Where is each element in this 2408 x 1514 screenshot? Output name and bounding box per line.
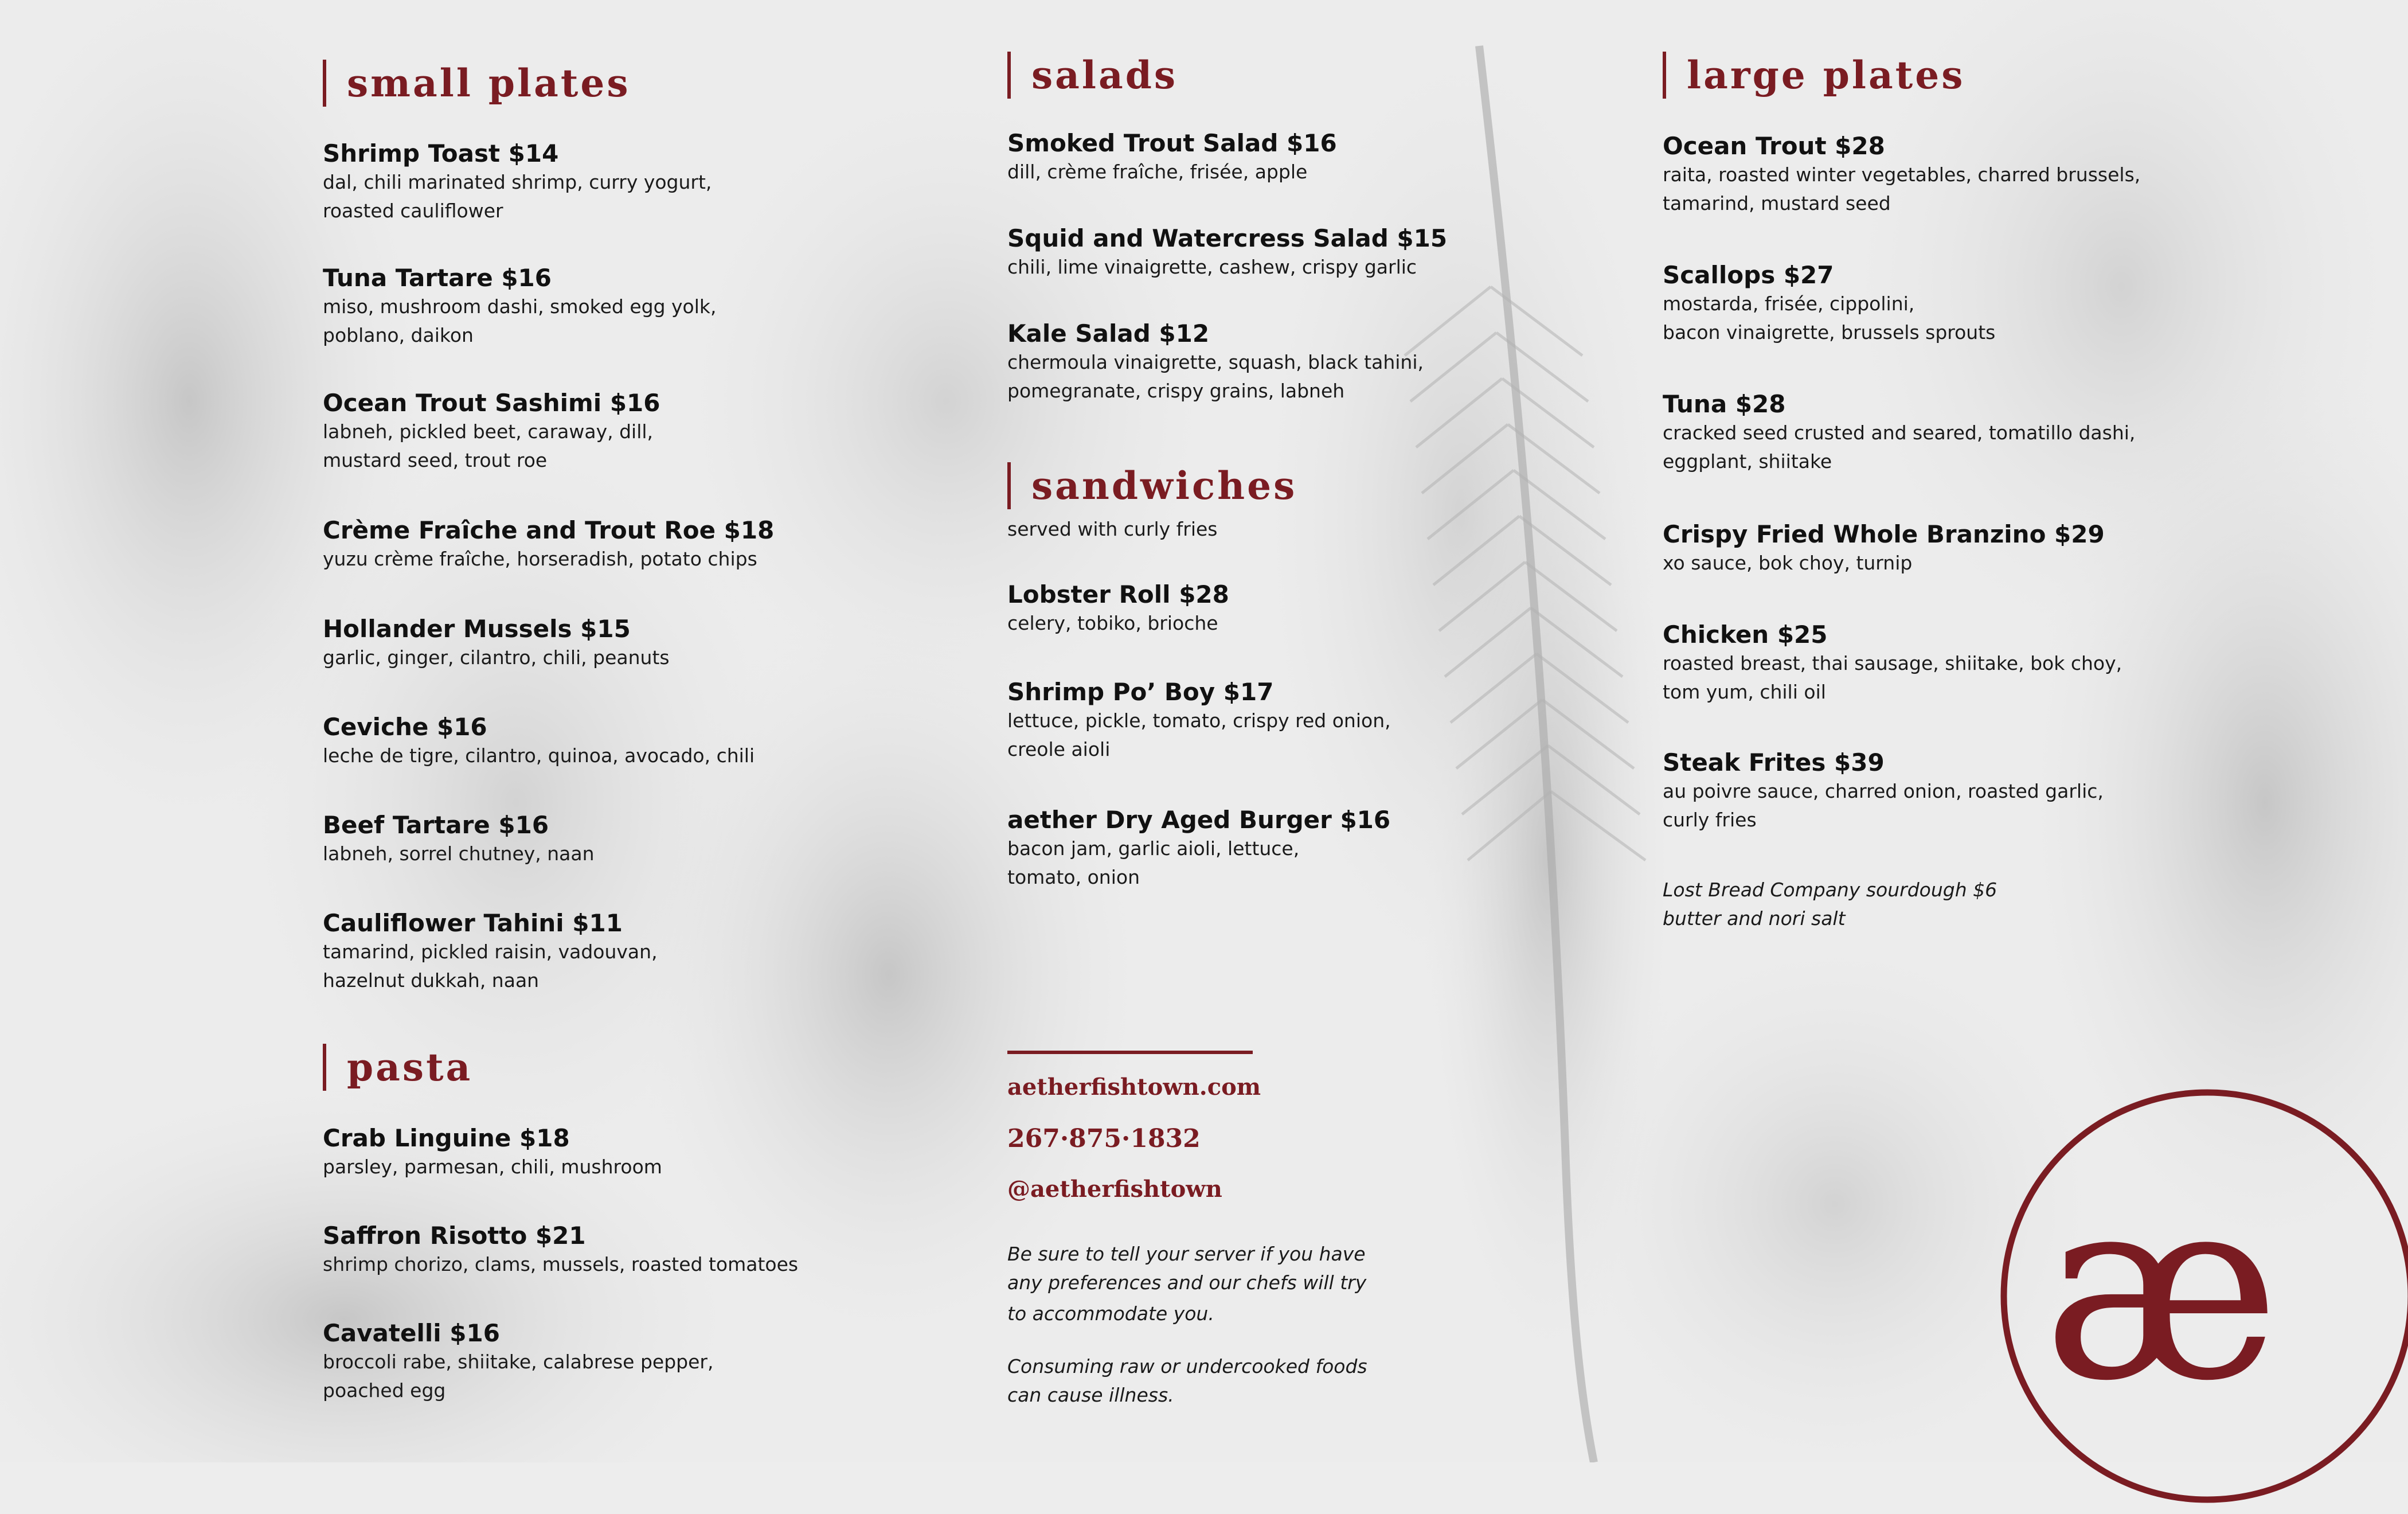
item-name: Crab Linguine $18 (323, 1124, 570, 1152)
menu-item (1007, 678, 1391, 764)
menu-item (323, 264, 717, 350)
item-desc: au poivre sauce, charred onion, roasted garlic, (1663, 780, 2104, 802)
item-desc: leche de tigre, cilantro, quinoa, avocado, chili (323, 744, 755, 767)
menu-item (323, 516, 774, 573)
section-title: pasta (347, 1045, 473, 1090)
section-bar (1007, 462, 1011, 509)
item-desc: xo sauce, bok choy, turnip (1663, 552, 1913, 574)
menu-item (1007, 129, 1337, 186)
item-desc: bacon vinaigrette, brussels sprouts (1663, 321, 1996, 344)
item-name: Squid and Watercress Salad $15 (1007, 224, 1448, 252)
item-desc: lettuce, pickle, tomato, crispy red onion, (1007, 709, 1391, 732)
item-desc: mustard seed, trout roe (323, 449, 548, 471)
logo-glyph: æ (2043, 1142, 2280, 1436)
item-desc: tamarind, mustard seed (1663, 192, 1891, 214)
item-desc: cracked seed crusted and seared, tomatillo dashi, (1663, 422, 2136, 444)
menu-item (323, 139, 712, 225)
note-line: any preferences and our chefs will try (1007, 1271, 1367, 1294)
item-name: Tuna Tartare $16 (323, 264, 552, 292)
item-name: Shrimp Toast $14 (323, 139, 559, 167)
section-header-pasta (323, 1044, 472, 1091)
item-desc: poached egg (323, 1379, 446, 1402)
item-name: Steak Frites $39 (1663, 748, 1885, 776)
item-desc: raita, roasted winter vegetables, charred brussels, (1663, 163, 2141, 186)
section-title: sandwiches (1031, 463, 1297, 508)
item-name: Lobster Roll $28 (1007, 580, 1229, 608)
item-desc: eggplant, shiitake (1663, 450, 1832, 473)
section-bar (1007, 52, 1011, 99)
item-desc: celery, tobiko, brioche (1007, 612, 1218, 634)
note-line: to accommodate you. (1007, 1302, 1214, 1325)
menu-item (1663, 261, 1995, 347)
item-desc: yuzu crème fraîche, horseradish, potato chips (323, 548, 757, 570)
section-header-salads (1007, 52, 1178, 99)
menu-item (1663, 520, 2105, 577)
bread-note (1663, 876, 1997, 933)
item-desc: dill, crème fraîche, frisée, apple (1007, 161, 1308, 183)
item-desc: tom yum, chili oil (1663, 681, 1826, 703)
menu-item (323, 1319, 713, 1405)
menu-item (1007, 806, 1390, 892)
item-desc: parsley, parmesan, chili, mushroom (323, 1156, 662, 1178)
section-header-sandwiches (1007, 462, 1297, 509)
aether-logo (1989, 1078, 2408, 1514)
section-header-large-plates (1663, 52, 1965, 99)
item-desc: pomegranate, crispy grains, labneh (1007, 380, 1345, 402)
item-desc: creole aioli (1007, 738, 1111, 760)
note-line: Consuming raw or undercooked foods (1007, 1355, 1367, 1378)
menu-item (323, 1124, 662, 1181)
item-name: Saffron Risotto $21 (323, 1222, 586, 1250)
item-name: Kale Salad $12 (1007, 319, 1210, 348)
item-name: Hollander Mussels $15 (323, 615, 631, 643)
item-desc: tamarind, pickled raisin, vadouvan, (323, 941, 658, 963)
menu-item (323, 909, 658, 995)
item-name: Beef Tartare $16 (323, 811, 549, 839)
menu-item (1663, 748, 2104, 834)
menu-item (1007, 319, 1424, 405)
item-name: Ocean Trout $28 (1663, 132, 1885, 160)
item-desc: roasted breast, thai sausage, shiitake, bok choy, (1663, 652, 2122, 674)
menu-item (323, 1222, 798, 1279)
item-desc: hazelnut dukkah, naan (323, 969, 540, 992)
item-desc: bacon jam, garlic aioli, lettuce, (1007, 837, 1300, 860)
item-name: Tuna $28 (1663, 390, 1786, 418)
item-name: Cauliflower Tahini $11 (323, 909, 623, 937)
item-name: Crème Fraîche and Trout Roe $18 (323, 516, 775, 544)
menu-item (323, 713, 755, 770)
menu-item (1007, 224, 1447, 282)
item-desc: dal, chili marinated shrimp, curry yogurt, (323, 171, 712, 193)
menu-item (1663, 132, 2140, 218)
item-desc: curly fries (1663, 809, 1757, 831)
section-title: salads (1031, 53, 1178, 97)
item-desc: mostarda, frisée, cippolini, (1663, 292, 1915, 315)
menu-item (1663, 390, 2135, 476)
menu-item (323, 811, 595, 868)
item-desc: shrimp chorizo, clams, mussels, roasted tomatoes (323, 1253, 799, 1275)
note-line: butter and nori salt (1663, 907, 1846, 930)
item-name: Crispy Fried Whole Branzino $29 (1663, 520, 2105, 548)
social-handle[interactable]: @aetherfishtown (1007, 1176, 1222, 1203)
item-desc: poblano, daikon (323, 324, 474, 346)
section-bar (323, 1044, 326, 1091)
note-line: Be sure to tell your server if you have (1007, 1243, 1366, 1265)
item-name: Ocean Trout Sashimi $16 (323, 389, 660, 417)
section-subtitle: served with curly fries (1007, 518, 1218, 540)
item-desc: tomato, onion (1007, 866, 1140, 888)
section-title: large plates (1687, 53, 1965, 97)
item-desc: roasted cauliflower (323, 200, 503, 222)
server-note (1007, 1240, 1366, 1328)
section-bar (323, 60, 326, 107)
item-name: Cavatelli $16 (323, 1319, 500, 1347)
item-name: Scallops $27 (1663, 261, 1834, 289)
menu-item (1663, 621, 2122, 707)
item-desc: labneh, sorrel chutney, naan (323, 842, 595, 865)
menu-item (323, 615, 670, 672)
note-line: Lost Bread Company sourdough $6 (1663, 879, 1997, 901)
item-name: Shrimp Po’ Boy $17 (1007, 678, 1274, 706)
item-desc: chili, lime vinaigrette, cashew, crispy garlic (1007, 256, 1417, 278)
item-name: Chicken $25 (1663, 621, 1828, 649)
item-name: Smoked Trout Salad $16 (1007, 129, 1337, 157)
raw-food-warning (1007, 1352, 1367, 1410)
item-name: aether Dry Aged Burger $16 (1007, 806, 1391, 834)
menu-item (1007, 580, 1229, 638)
note-line: can cause illness. (1007, 1384, 1174, 1406)
section-title: small plates (347, 61, 631, 106)
item-desc: miso, mushroom dashi, smoked egg yolk, (323, 295, 717, 318)
item-desc: broccoli rabe, shiitake, calabrese pepper, (323, 1351, 714, 1373)
phone-number[interactable]: 267·875·1832 (1007, 1124, 1201, 1153)
item-desc: chermoula vinaigrette, squash, black tahini, (1007, 351, 1424, 373)
section-header-small-plates (323, 60, 631, 107)
item-desc: labneh, pickled beet, caraway, dill, (323, 420, 654, 443)
contact-divider (1007, 1051, 1253, 1054)
section-bar (1663, 52, 1666, 99)
menu-item (323, 389, 660, 475)
website-link[interactable]: aetherfishtown.com (1007, 1074, 1261, 1101)
item-desc: garlic, ginger, cilantro, chili, peanuts (323, 646, 670, 669)
item-name: Ceviche $16 (323, 713, 487, 741)
